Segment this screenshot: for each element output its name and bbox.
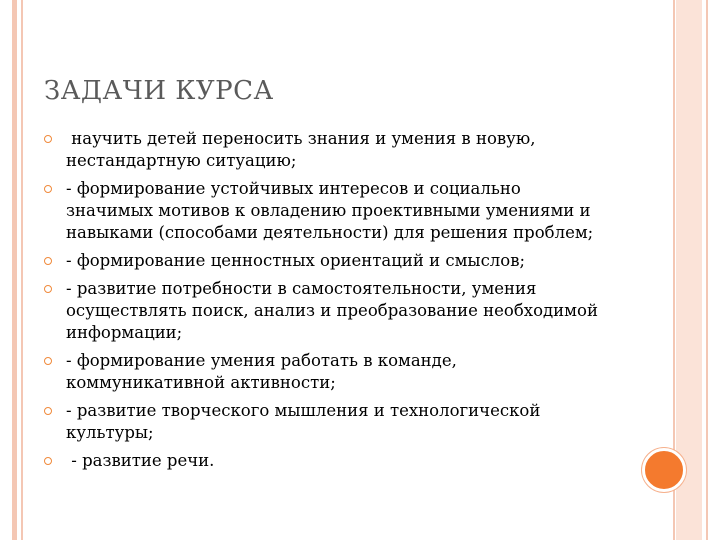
slide-title: ЗАДАЧИ КУРСА xyxy=(44,76,274,106)
circle-outline-icon xyxy=(44,357,52,365)
circle-outline-icon xyxy=(44,257,52,265)
left-frame-bar xyxy=(12,0,17,540)
orange-circle-decoration xyxy=(642,448,686,492)
circle-outline-icon xyxy=(44,185,52,193)
circle-outline-icon xyxy=(44,135,52,143)
circle-outline-icon xyxy=(44,457,52,465)
list-item xyxy=(40,450,600,472)
right-frame-line-outer xyxy=(706,0,708,540)
list-item xyxy=(40,400,600,444)
list-item-text: - развитие речи. xyxy=(66,451,215,470)
list-item-text: научить детей переносить знания и умения в новую, нестандартную ситуацию; xyxy=(66,129,541,170)
circle-outline-icon xyxy=(44,407,52,415)
list-item xyxy=(40,178,600,244)
left-frame-line xyxy=(21,0,23,540)
list-item xyxy=(40,350,600,394)
list-item-text: - развитие потребности в самостоятельности, умения осуществлять поиск, анализ и преобразование необходимой информации; xyxy=(66,279,598,342)
list-item-text: - развитие творческого мышления и технологической культуры; xyxy=(66,401,541,442)
list-item-text: - формирование умения работать в команде, коммуникативной активности; xyxy=(66,351,457,392)
list-item-text: - формирование ценностных ориентаций и смыслов; xyxy=(66,251,526,270)
list-item xyxy=(40,128,600,172)
circle-outline-icon xyxy=(44,285,52,293)
task-list xyxy=(40,128,600,478)
list-item-text: - формирование устойчивых интересов и социально значимых мотивов к овладению проективными умениями и навыками (способами деятельности) для решения проблем; xyxy=(66,179,594,242)
list-item xyxy=(40,250,600,272)
list-item xyxy=(40,278,600,344)
